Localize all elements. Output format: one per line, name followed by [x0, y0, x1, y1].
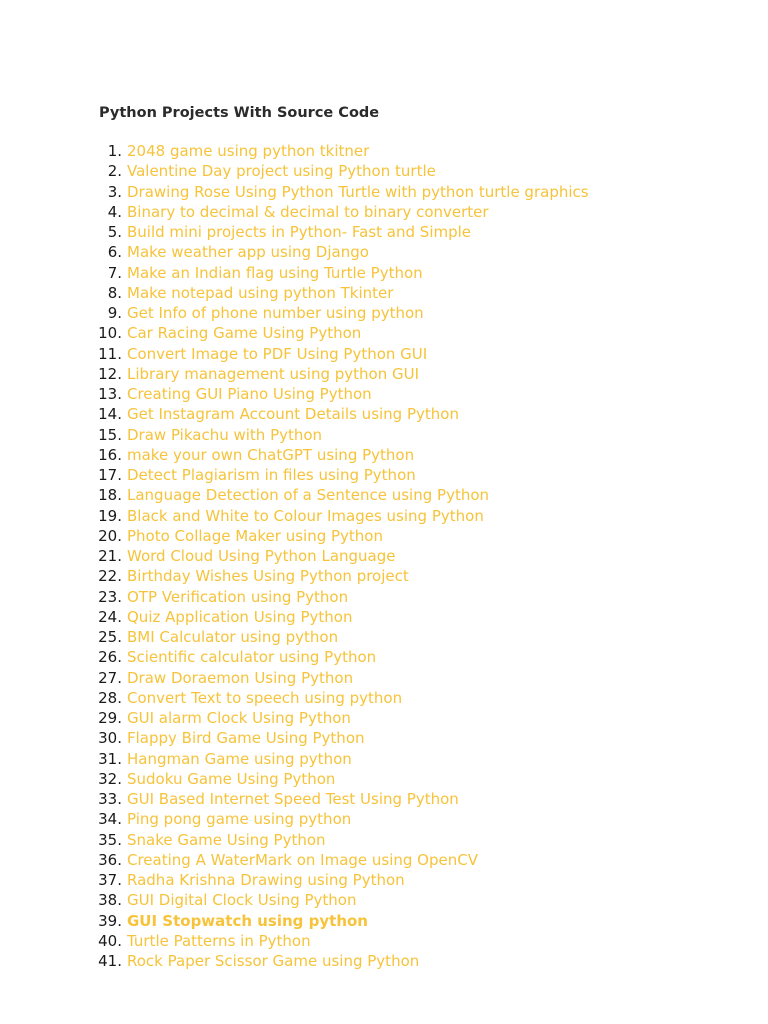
list-item-number: 13.	[98, 385, 122, 403]
project-link[interactable]: Sudoku Game Using Python	[127, 769, 336, 788]
list-item-number: 37.	[98, 871, 122, 889]
project-link[interactable]: Turtle Patterns in Python	[127, 931, 311, 950]
list-item-number: 28.	[98, 688, 122, 707]
list-item-number: 8.	[107, 283, 122, 302]
project-link[interactable]: Scientific calculator using Python	[127, 648, 377, 667]
list-item-number: 11.	[98, 344, 122, 363]
list-item-number: 31.	[98, 749, 122, 768]
project-link[interactable]: Valentine Day project using Python turtle	[127, 162, 436, 181]
project-link[interactable]: Flappy Bird Game Using Python	[127, 729, 365, 748]
list-item-number: 7.	[107, 263, 122, 282]
project-link[interactable]: Birthday Wishes Using Python project	[127, 567, 409, 586]
project-link[interactable]: Radha Krishna Drawing using Python	[127, 871, 405, 889]
project-link[interactable]: Make notepad using python Tkinter	[127, 283, 394, 302]
list-item-number: 38.	[98, 891, 122, 910]
list-item-number: 41.	[98, 952, 122, 970]
list-item-number: 3.	[107, 182, 122, 201]
project-link[interactable]: Build mini projects in Python- Fast and Simple	[127, 223, 472, 241]
project-link[interactable]: Black and White to Colour Images using Python	[127, 506, 484, 525]
list-item-number: 36.	[98, 850, 122, 869]
project-link[interactable]: Detect Plagiarism in files using Python	[127, 466, 416, 484]
project-link[interactable]: 2048 game using python tkitner	[127, 142, 370, 160]
project-link[interactable]: GUI Based Internet Speed Test Using Python	[127, 790, 459, 808]
list-item-number: 30.	[98, 729, 122, 748]
project-link[interactable]: Binary to decimal & decimal to binary converter	[127, 202, 489, 221]
project-link[interactable]: Library management using python GUI	[127, 364, 420, 383]
project-link[interactable]: Drawing Rose Using Python Turtle with python turtle graphics	[127, 182, 589, 201]
project-link[interactable]: Photo Collage Maker using Python	[127, 526, 383, 545]
project-link[interactable]: GUI alarm Clock Using Python	[127, 709, 351, 727]
list-item-number: 20.	[98, 526, 122, 545]
list-item-number: 34.	[98, 810, 122, 829]
list-item-number: 12.	[98, 364, 122, 383]
list-item-number: 33.	[98, 790, 122, 808]
list-item-number: 18.	[98, 486, 122, 505]
project-link[interactable]: Draw Pikachu with Python	[127, 425, 323, 444]
project-link[interactable]: GUI Stopwatch using python	[127, 911, 368, 930]
project-link[interactable]: Get Info of phone number using python	[127, 304, 424, 322]
list-item-number: 15.	[98, 425, 122, 444]
project-link[interactable]: Ping pong game using python	[127, 810, 352, 829]
project-link[interactable]: OTP Verification using Python	[127, 587, 349, 606]
list-item-number: 10.	[98, 324, 122, 343]
list-item-number: 29.	[98, 709, 122, 727]
list-item-number: 21.	[98, 547, 122, 565]
list-item-number: 19.	[98, 506, 122, 525]
list-item-number: 17.	[98, 466, 122, 484]
page-title: Python Projects With Source Code	[99, 105, 380, 121]
project-link[interactable]: Car Racing Game Using Python	[127, 324, 362, 343]
list-item-number: 1.	[107, 142, 122, 160]
project-link[interactable]: Snake Game Using Python	[127, 830, 326, 849]
list-item-number: 25.	[98, 628, 122, 646]
list-item-number: 9.	[107, 304, 122, 322]
list-item-number: 5.	[107, 223, 122, 241]
project-link[interactable]: Word Cloud Using Python Language	[127, 547, 396, 565]
project-link[interactable]: Convert Text to speech using python	[127, 688, 403, 707]
project-link[interactable]: BMI Calculator using python	[127, 628, 339, 646]
list-item-number: 32.	[98, 769, 122, 788]
list-item-number: 40.	[98, 931, 122, 950]
list-item-number: 24.	[98, 607, 122, 626]
list-item-number: 23.	[98, 587, 122, 606]
list-item-number: 39.	[98, 911, 122, 930]
project-link[interactable]: Make weather app using Django	[127, 243, 369, 262]
project-link[interactable]: Rock Paper Scissor Game using Python	[127, 952, 420, 970]
project-link[interactable]: Hangman Game using python	[127, 749, 352, 768]
list-item-number: 35.	[98, 830, 122, 849]
list-item-number: 26.	[98, 648, 122, 667]
list-item-number: 6.	[107, 243, 122, 262]
project-link[interactable]: GUI Digital Clock Using Python	[127, 891, 357, 910]
list-item-number: 27.	[98, 668, 122, 687]
list-item-number: 2.	[107, 162, 122, 181]
project-link[interactable]: Draw Doraemon Using Python	[127, 668, 354, 687]
project-link[interactable]: Make an Indian flag using Turtle Python	[127, 263, 423, 282]
project-link[interactable]: make your own ChatGPT using Python	[127, 445, 415, 464]
list-item-number: 16.	[98, 445, 122, 464]
project-link[interactable]: Creating A WaterMark on Image using OpenCV	[127, 850, 478, 869]
project-link[interactable]: Get Instagram Account Details using Python	[127, 405, 459, 424]
project-link[interactable]: Quiz Application Using Python	[127, 607, 353, 626]
project-link[interactable]: Language Detection of a Sentence using Python	[127, 486, 490, 505]
list-item-number: 4.	[107, 202, 122, 221]
project-link[interactable]: Convert Image to PDF Using Python GUI	[127, 344, 428, 363]
list-item-number: 14.	[98, 405, 122, 424]
project-link[interactable]: Creating GUI Piano Using Python	[127, 385, 372, 403]
list-item-number: 22.	[98, 567, 122, 586]
